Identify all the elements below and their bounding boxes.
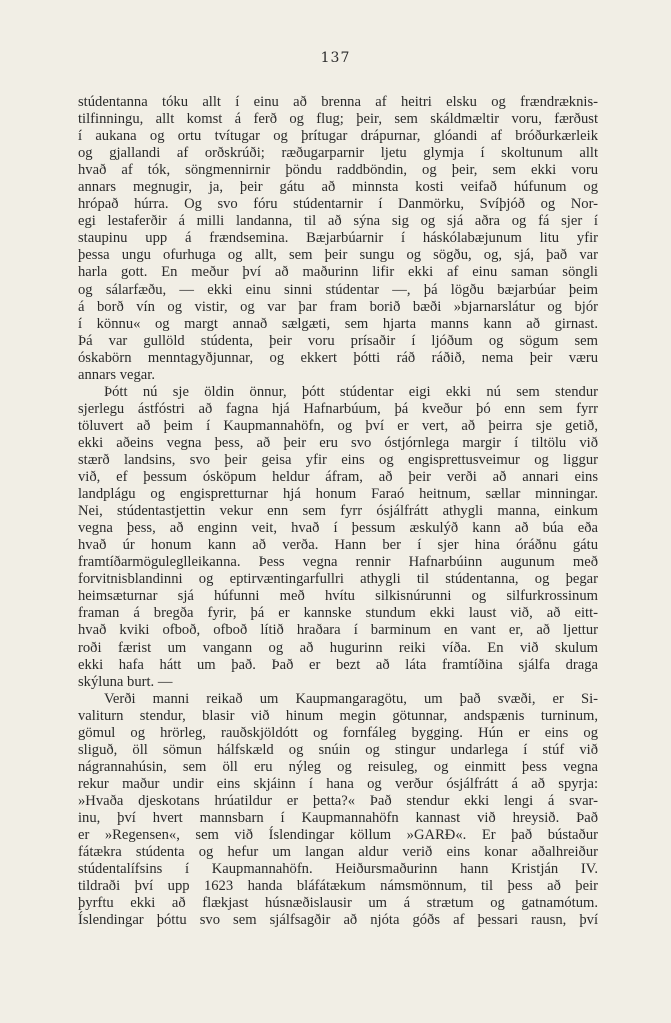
text-line: tildraði því upp 1623 handa bláfátækum námsmönnum, til þess að þeir <box>78 878 598 895</box>
text-line: roði færist um vangann og að hugurinn reiki víða. En við skulum <box>78 639 598 656</box>
text-line: töluvert að þeim í Kaupmannahöfn, og því er vert, að þeirra sje getið, <box>78 417 598 434</box>
text-line: Nei, stúdentastjettin vekur enn sem fyrr ósjálfrátt athygli manna, einkum <box>78 503 598 520</box>
text-line: staupinu upp á frændsemina. Bæjarbúarnir í háskólabæjunum litu yfir <box>78 230 598 247</box>
text-line: stúdentanna tóku allt í einu að brenna af heitri elsku og frændræknis- <box>78 94 598 110</box>
text-line: framtíðarmöguleglleikanna. Þess vegna rennir Hafnarbúinn augunum með <box>78 554 598 571</box>
text-line: ekki aðeins vegna þess, að þeir eru svo óstjórnlega margir í tiltölu við <box>78 434 598 451</box>
text-line: þyrftu ekki að flækjast húsnæðislausir um á strætum og gatnamótum. <box>78 895 598 912</box>
text-line: hrópað húrra. Og svo fóru stúdentarnir í Danmörku, Svíþjóð og Nor- <box>78 196 598 213</box>
text-line: skýluna burt. — <box>78 673 173 690</box>
text-line: »Hvaða djeskotans hrúatildur er þetta?« Það stendur ekki lengi á svar- <box>78 792 598 809</box>
text-line: harla gott. En meður því að maðurinn lifir ekki af einu saman söngli <box>78 264 598 281</box>
text-line: annars megnugir, ja, þeir gátu að minnsta kosti veifað húfunum og <box>78 179 598 196</box>
text-line: sliguð, öll sömun hálfskæld og snúin og stingur undarlega í stúf við <box>78 741 598 758</box>
text-line: stúdentalífsins í Kaupmannahöfn. Heiðursmaðurinn hann Kristján IV. <box>78 861 598 878</box>
text-line: óskabörn menntagyðjunnar, og ekkert þótti ráð ráðið, nema þeir væru <box>78 349 598 366</box>
text-line: framan á bregða fyrir, þá er kannske stundum ekki laust við, að eitt- <box>78 605 598 622</box>
text-line: við, ef þessum ósköpum heldur áfram, að þeir verði að annari eins <box>78 469 598 486</box>
text-line: inu, því hvert mannsbarn í Kaupmannahöfn kannast við hreysið. Það <box>78 809 598 826</box>
text-line: sjerlegu ástfóstri að fagna hjá Hafnarbúum, þá kveður þó enn sem fyrr <box>78 400 598 417</box>
text-line: annars vegar. <box>78 366 155 383</box>
text-line: gömul og hrörleg, rauðskjöldótt og fornfáleg bygging. Hún er eins og <box>78 724 598 741</box>
text-line: er »Regensen«, sem við Íslendingar köllum »GARÐ«. Er það bústaður <box>78 827 598 844</box>
text-line: nágrannahúsin, sem öll eru nýleg og reisuleg, og einmitt þess vegna <box>78 758 598 775</box>
text-line: forvitnisblandinni og eptirvæntingarfullri athygli til stúdentanna, og þegar <box>78 571 598 588</box>
text-line: Þótt nú sje öldin önnur, þótt stúdentar eigi ekki nú sem stendur <box>104 383 598 400</box>
text-line: rekur maður undir eins skjáinn í hana og verður ósjálfrátt á að spyrja: <box>78 775 598 792</box>
text-line: og sálarfæðu, — ekki einu sinni stúdentar —, þá lögðu bæjarbúar þeim <box>78 281 598 298</box>
text-line: hvað kviki ofboð, ofboð lítið hraðara í barminum en vant er, að ljettur <box>78 622 598 639</box>
text-line: Verði manni reikað um Kaupmangaragötu, um það svæði, er Si- <box>104 690 598 707</box>
text-line: landplágu og engispretturnar hjá honum Faraó heitnum, sællar minningar. <box>78 486 598 503</box>
page-number: 137 <box>320 50 351 66</box>
text-line: og gjallandi af orðskrúði; ræðugarparnir ljetu glymja í skoltunum allt <box>78 145 598 162</box>
body-text <box>78 94 598 929</box>
text-line: í könnu« og margt annað sælgæti, sem hjarta manns kann að girnast. <box>78 315 598 332</box>
text-line: Íslendingar þóttu svo sem sjálfsagðir að njóta góðs af þessari rausn, því <box>78 912 598 929</box>
text-line: stærð landsins, svo þeir geisa yfir eins og engisprettusveimur og liggur <box>78 451 598 468</box>
text-line: heimsæturnar sjá húfunni með hvítu silkisnúrunni og silfurkrossinum <box>78 588 598 605</box>
text-line: Þá var gullöld stúdenta, þeir voru prísaðir í ljóðum og sögum sem <box>78 332 598 349</box>
text-line: þessa ungu ofurhuga og allt, sem þeir sungu og sögðu, og, sjá, það var <box>78 247 598 264</box>
text-line: fátækra stúdenta og hefur um langan aldur verið eins konar aðalhreiður <box>78 844 598 861</box>
text-line: á borð vín og vistir, og var þar fram borið bæði »bjarnarslátur og bjór <box>78 298 598 315</box>
text-line: í aukana og ortu tvítugar og þrítugar drápurnar, glóandi af bróðurkærleik <box>78 128 598 145</box>
text-line: hvað af tók, söngmennirnir þöndu raddböndin, og þeir, sem ekki voru <box>78 162 598 179</box>
text-line: ekki hafa hátt um það. Það er bezt að láta framtíðina sjálfa draga <box>78 656 598 673</box>
text-line: vegna þess, að enginn veit, hvað í þessum æskulýð kann að búa eða <box>78 520 598 537</box>
text-line: valiturn stendur, blasir við hinum megin götunnar, andspænis turninum, <box>78 707 598 724</box>
text-line: tilfinningu, allt komst á ferð og flug; þeir, sem skáldmæltir voru, færðust <box>78 111 598 128</box>
text-line: hvað úr honum kann að verða. Hann ber í sjer hina óráðnu gátu <box>78 537 598 554</box>
text-line: egi lestaferðir á milli landanna, til að sýna sig og sjá aðra og fá sjer í <box>78 213 598 230</box>
